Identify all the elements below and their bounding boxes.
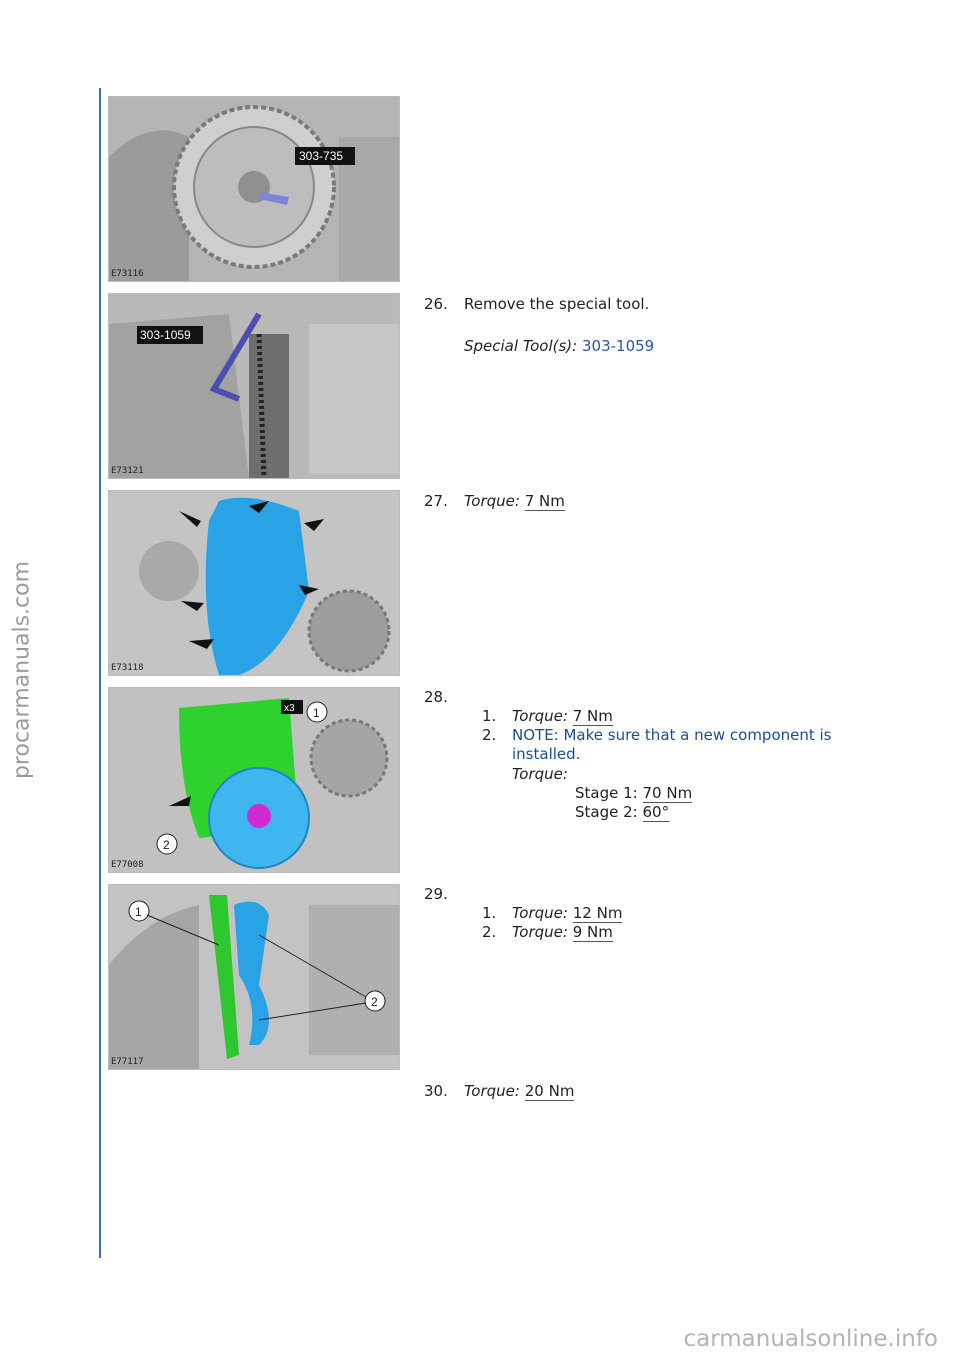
note-text-continued: installed. (512, 745, 581, 763)
figure-id: E73121 (111, 466, 144, 476)
step-28-item-2 (482, 726, 832, 745)
torque-label: Torque: (464, 492, 520, 510)
step-text: Remove the special tool. (464, 295, 650, 313)
step-28-item-1 (482, 707, 613, 726)
step-number: 30. (424, 1082, 448, 1100)
stage-2-label: Stage 2: (575, 803, 638, 821)
figure-camshaft-pulley (108, 96, 400, 282)
step-number: 27. (424, 492, 448, 510)
torque-label: Torque: (512, 923, 568, 941)
step-number: 29. (424, 885, 448, 903)
item-number: 1. (482, 707, 497, 725)
figure-callout-text: 1 (313, 706, 320, 720)
stage-1-value: 70 Nm (642, 784, 693, 802)
item-number: 1. (482, 904, 497, 922)
torque-value: 9 Nm (572, 923, 613, 941)
left-margin-rule (99, 88, 101, 1258)
step-26 (424, 295, 649, 314)
torque-label: Torque: (512, 707, 568, 725)
stage-1-line (575, 784, 692, 803)
torque-value: 7 Nm (524, 492, 565, 510)
special-tool-link[interactable]: 303-1059 (582, 337, 655, 355)
figure-id: E73118 (111, 663, 144, 673)
stage-1-label: Stage 1: (575, 784, 638, 802)
torque-value: 12 Nm (572, 904, 623, 922)
torque-label: Torque: (512, 904, 568, 922)
item-number: 2. (482, 923, 497, 941)
figure-id: E73116 (111, 269, 144, 279)
special-tool-label: Special Tool(s): (464, 337, 578, 355)
figure-callout-text: 2 (371, 995, 378, 1009)
torque-value: 20 Nm (524, 1082, 575, 1100)
special-tool-line (464, 337, 654, 356)
bottom-watermark: carmanualsonline.info (683, 1326, 938, 1352)
figure-timing-cover (108, 490, 400, 676)
figure-callout-text: 1 (135, 905, 142, 919)
step-29-item-1 (482, 904, 622, 923)
side-watermark-text: procarmanuals.com (9, 560, 35, 780)
note-text: NOTE: Make sure that a new component is (512, 726, 832, 744)
figure-special-tool (108, 293, 400, 479)
side-watermark (2, 560, 42, 780)
step-number: 26. (424, 295, 448, 313)
torque-label: Torque: (512, 765, 568, 783)
step-28 (424, 688, 464, 707)
step-30 (424, 1082, 574, 1101)
figure-oil-pipes (108, 884, 400, 1070)
figure-id: E77117 (111, 1057, 144, 1067)
figure-callout-text: 2 (163, 838, 170, 852)
torque-label: Torque: (464, 1082, 520, 1100)
figure-callout-text: x3 (284, 703, 295, 714)
step-29 (424, 885, 464, 904)
step-27 (424, 492, 565, 511)
figure-front-cover-pulley (108, 687, 400, 873)
figure-callout-text: 303-735 (299, 149, 344, 163)
stage-2-value: 60° (642, 803, 670, 821)
stage-2-line (575, 803, 669, 822)
figure-callout-text: 303-1059 (140, 328, 191, 342)
step-number: 28. (424, 688, 448, 706)
step-29-item-2 (482, 923, 613, 942)
torque-value: 7 Nm (572, 707, 613, 725)
item-number: 2. (482, 726, 497, 744)
figure-id: E77008 (111, 860, 144, 870)
